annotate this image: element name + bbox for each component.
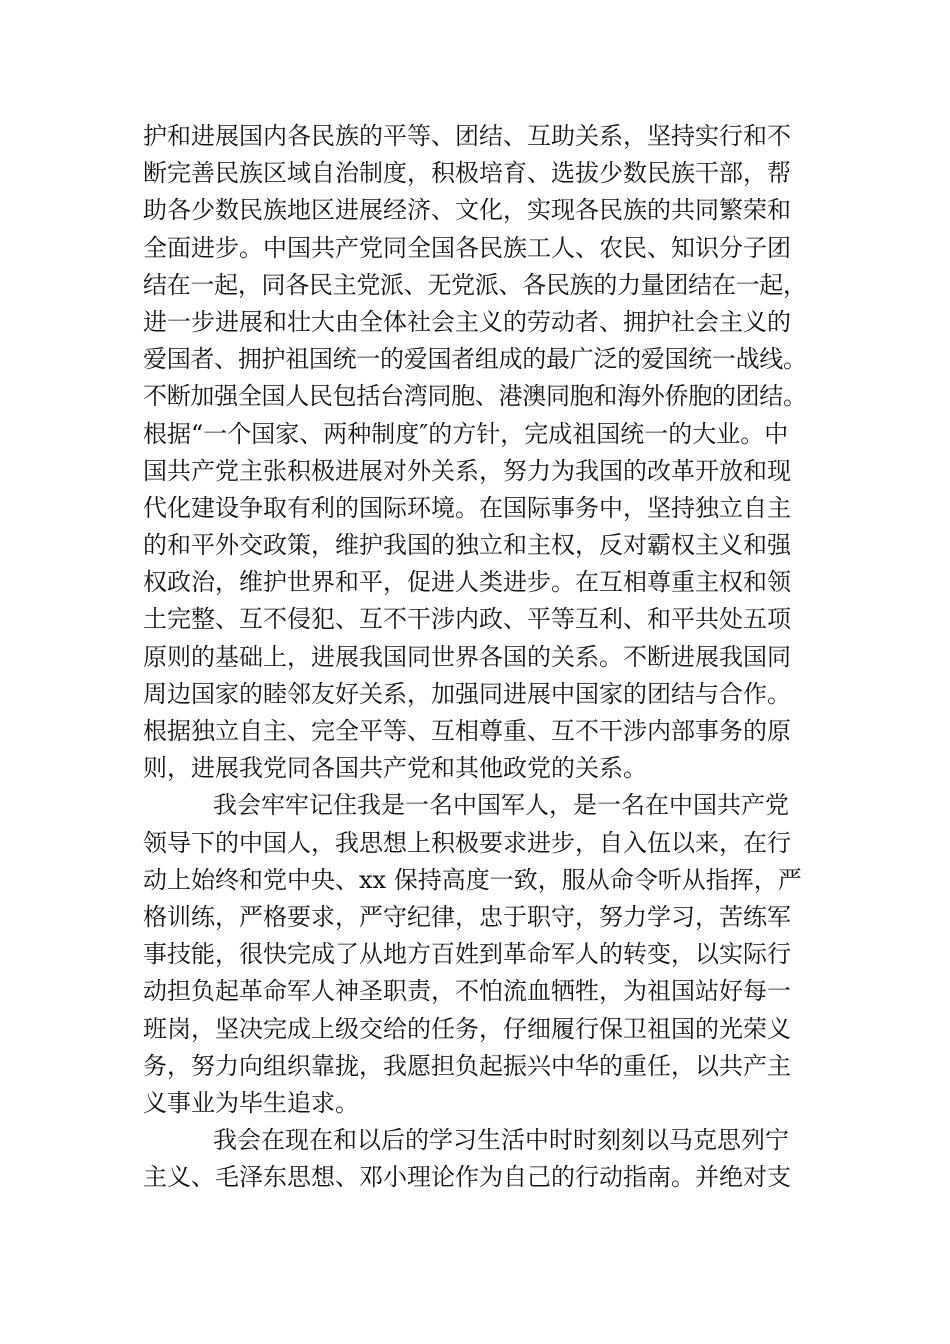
- text-line: 代化建设争取有利的国际环境。在国际事务中，坚持独立自主: [143, 493, 791, 522]
- text-line: 则，进展我党同各国共产党和其他政党的关系。: [143, 754, 647, 783]
- paragraph: [143, 118, 807, 787]
- text-line: 进一步进展和壮大由全体社会主义的劳动者、拥护社会主义的: [143, 307, 791, 336]
- document-body: [143, 118, 807, 1196]
- text-line: 国共产党主张积极进展对外关系，努力为我国的改革开放和现: [143, 456, 791, 485]
- text-line: 原则的基础上，进展我国同世界各国的关系。不断进展我国同: [143, 642, 791, 671]
- text-line: 助各少数民族地区进展经济、文化，实现各民族的共同繁荣和: [143, 196, 791, 225]
- text-line: 班岗，坚决完成上级交给的任务，仔细履行保卫祖国的光荣义: [143, 1014, 791, 1043]
- text-line: 根据独立自主、完全平等、互相尊重、互不干涉内部事务的原: [143, 717, 791, 745]
- text-line: 动上始终和党中央、xx 保持高度一致，服从命令听从指挥，严: [143, 865, 802, 894]
- text-line: 根据“一个国家、两种制度″的方针，完成祖国统一的大业。中: [143, 419, 789, 448]
- text-line: 领导下的中国人，我思想上积极要求进步，自入伍以来，在行: [143, 828, 791, 857]
- text-line: 格训练，严格要求，严守纪律，忠于职守，努力学习，苦练军: [143, 902, 791, 931]
- text-line: 全面进步。中国共产党同全国各民族工人、农民、知识分子团: [143, 233, 791, 262]
- text-line: 义事业为毕生追求。: [143, 1088, 359, 1117]
- paragraph: [143, 1122, 807, 1196]
- text-line: 断完善民族区域自治制度，积极培育、选拔少数民族干部，帮: [143, 159, 791, 188]
- text-line: 主义、毛泽东思想、邓小理论作为自己的行动指南。并绝对支: [143, 1163, 791, 1192]
- text-line: 周边国家的睦邻友好关系，加强同进展中国家的团结与合作。: [143, 679, 791, 708]
- text-line: 护和进展国内各民族的平等、团结、互助关系，坚持实行和不: [143, 122, 791, 150]
- text-line: 不断加强全国人民包括台湾同胞、港澳同胞和海外侨胞的团结。: [143, 382, 807, 411]
- text-line: 动担负起革命军人神圣职责，不怕流血牺牲，为祖国站好每一: [143, 977, 791, 1006]
- paragraph: [143, 787, 807, 1122]
- text-line: 结在一起，同各民主党派、无党派、各民族的力量团结在一起，: [143, 270, 807, 299]
- text-line: 我会牢牢记住我是一名中国军人，是一名在中国共产党: [213, 791, 789, 820]
- text-line: 爱国者、拥护祖国统一的爱国者组成的最广泛的爱国统一战线。: [143, 345, 807, 374]
- text-line: 权政治，维护世界和平，促进人类进步。在互相尊重主权和领: [143, 568, 791, 597]
- text-line: 我会在现在和以后的学习生活中时时刻刻以马克思列宁: [213, 1126, 789, 1155]
- text-line: 事技能，很快完成了从地方百姓到革命军人的转变，以实际行: [143, 940, 791, 969]
- text-line: 的和平外交政策，维护我国的独立和主权，反对霸权主义和强: [143, 531, 791, 560]
- text-line: 务，努力向组织靠拢，我愿担负起振兴中华的重任，以共产主: [143, 1051, 791, 1080]
- text-line: 土完整、互不侵犯、互不干涉内政、平等互利、和平共处五项: [143, 605, 791, 634]
